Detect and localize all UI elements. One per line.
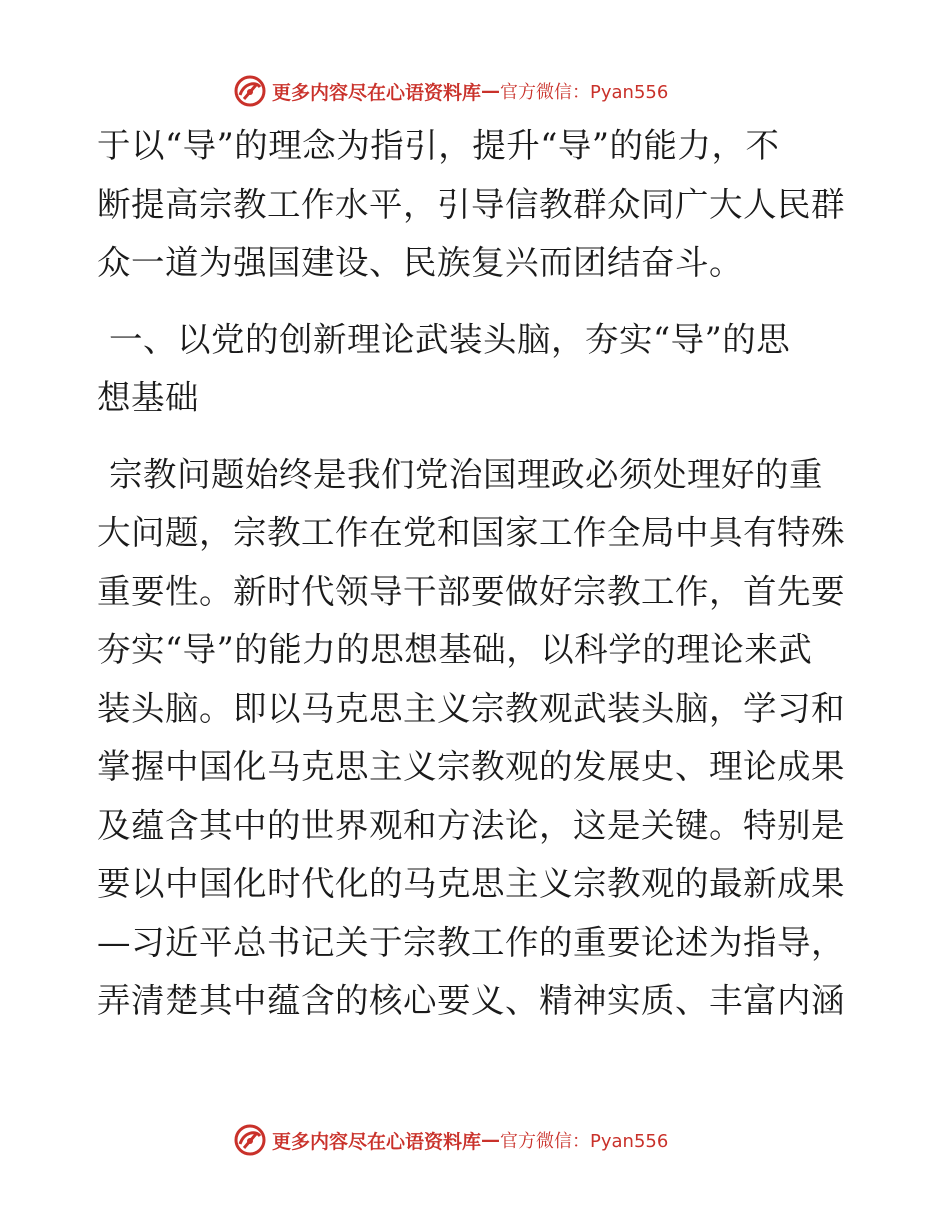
text-line: 弄清楚其中蕴含的核心要义、精神实质、丰富内涵	[97, 981, 845, 1020]
text-line: 宗教问题始终是我们党治国理政必须处理好的重	[109, 454, 823, 494]
red-swirl-logo-icon	[232, 1122, 268, 1158]
banner-promo-text: 更多内容尽在心语资料库	[272, 81, 482, 104]
section-heading	[97, 311, 857, 428]
text-line: 断提高宗教工作水平，引导信教群众同广大人民群	[97, 184, 845, 224]
banner-promo-text: 更多内容尽在心语资料库	[272, 1130, 482, 1153]
paragraph-intro-continuation	[97, 117, 857, 293]
paragraph-body	[97, 446, 857, 1031]
footer-banner	[232, 1120, 668, 1160]
text-line: 要以中国化时代化的马克思主义宗教观的最新成果	[97, 864, 845, 903]
banner-wechat-text: 官方微信：Pyan556	[500, 82, 669, 103]
text-line: —习近平总书记关于宗教工作的重要论述为指导，	[97, 922, 845, 962]
document-body	[97, 117, 857, 1031]
text-line: 掌握中国化马克思主义宗教观的发展史、理论成果	[97, 747, 845, 786]
header-banner	[232, 71, 668, 111]
text-line: 重要性。新时代领导干部要做好宗教工作，首先要	[97, 571, 845, 611]
text-line: 夯实“导”的能力的思想基础，以科学的理论来武	[97, 630, 813, 669]
text-line: 于以“导”的理念为指引，提升“导”的能力，不	[97, 126, 780, 165]
banner-wechat-text: 官方微信：Pyan556	[500, 1131, 669, 1152]
banner-dash: —	[481, 80, 501, 102]
text-line: 及蕴含其中的世界观和方法论，这是关键。特别是	[97, 805, 845, 845]
banner-dash: —	[481, 1129, 501, 1151]
heading-line: 一、以党的创新理论武装头脑，夯实“导”的思	[109, 319, 791, 359]
heading-line: 想基础	[97, 378, 199, 417]
text-line: 众一道为强国建设、民族复兴而团结奋斗。	[97, 243, 743, 282]
red-swirl-logo-icon	[232, 73, 268, 109]
text-line: 大问题，宗教工作在党和国家工作全局中具有特殊	[97, 513, 845, 552]
text-line: 装头脑。即以马克思主义宗教观武装头脑，学习和	[97, 688, 845, 728]
